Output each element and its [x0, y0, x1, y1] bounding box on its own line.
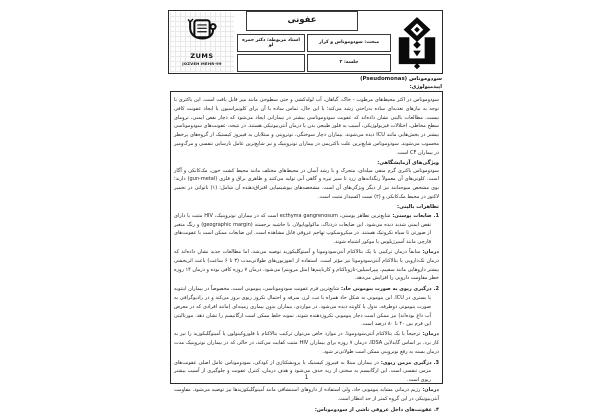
logo-text-jozveh: JOZVEH MEHR-99	[182, 61, 222, 66]
professor-cell: استاد مربوطه: دکتر حمزه لو	[237, 34, 305, 52]
paragraph-lab: سودوموناس باکتری گرم منفی میله‌ای، متحرک و با رشد آسان در محیط‌های مختلف مانند محیط کشت خون، مک‌کانکی و آگار است. کلونی‌های آن معمولاً رنگدانه‌های زرد تا سبز تیره و گاهی آبی تولید می‌کنند و ظاهری براق و فلزی (gun-metal) دارند؛ بوی مشخص میوه‌مانند نیز از دیگر ویژگی‌های آن است. مشخصه‌های بیوشیمیایی افتراق‌دهنده آن شامل: (۱) ناتوانی در تخمیر لاکتوز در محیط مک‌کانکی و (۲) تست اکسیداز مثبت است.	[174, 167, 439, 202]
logo-cell	[170, 12, 234, 72]
item-lead: درگیری ریوی به صورت پنومونی حاد:	[341, 286, 432, 292]
empty-cell	[237, 54, 305, 72]
item-number: ۴.	[434, 407, 439, 413]
item-number: 1.	[434, 213, 439, 219]
stethoscope-clipboard-icon	[183, 19, 221, 51]
topic-cell: مبحث: سودوموناس و کزاز	[307, 34, 391, 52]
session-cell: جلسه: ۲	[307, 54, 391, 72]
logo-text-zums: ZUMS	[190, 52, 213, 60]
clinical-item-2	[174, 285, 439, 329]
page-title: سودوموناس (Pseudomonas)	[172, 76, 442, 82]
section-heading-clinical: تظاهرات بالینی:	[174, 204, 439, 210]
treatment-text: ترجیحاً با یک بتالاکتام آنتی‌سودومونا. در موارد خاص می‌توان ترکیب بتالاکتام با فلوروکینولون یا آمینوگلیکوزید را نیز به کار برد. بر اساس گایدلاین IDSA، درمان ۷ روزه برای بیماران HIV مثبت کفایت می‌کند، در حالی که در بیماران نوتروپنیک مدت درمان بسته به رفع نوتروپنی ممکن است طولانی‌تر شود.	[174, 331, 439, 355]
item-number: 3.	[434, 360, 439, 366]
paragraph-epidemiology: سودوموناس در اکثر محیط‌های مرطوب - خاک، گیاهان، آب لوله‌کشی و حتی سطوحی مانند میز قابل یافت است. این باکتری با توجه به نیازهای تغذیه‌ای ساده به‌راحتی رشد می‌کند؛ با این حال، تماس ساده با آن برای کلونیزاسیون یا ایجاد عفونت کافی نیست. مطالعات بالینی نشان داده‌اند که عفونت سودوموناسی بیشتر در بیمارانی ایجاد می‌شود که دچار نقص ایمنی، ترومای سطح مخاطی، اختلالات فیزیولوژیکی، آسیب به فلور طبیعی بدن یا درمان آنتی‌بیوتیکی هستند. در نتیجه، عفونت‌های سودوموناسی بیشتر در بخش‌هایی مانند ICU دیده می‌شوند. بیماران دچار سوختگی، نوتروپنی و مبتلایان به فیبروز کیستیک از گروه‌های پرخطر محسوب می‌شوند. سودوموناس شایع‌ترین علت باکتریمی در بیماران نوتروپنیک و نیز شایع‌ترین عامل نارسایی تنفسی و مرگ‌ومیر در بیماران CF است.	[174, 96, 439, 158]
item-text: شایع‌ترین تظاهر پوستی، ecthyma gangrenosum است که در بیماران نوتروپنیک، HIV مثبت یا دارای نقص ایمنی شدید دیده می‌شود. این ضایعات دردناک، ماکولوپاپولار، با حاشیه برجسته (geographic margin) و رنگ متغیر از صورتی تا سیاه نکروتیک هستند. در میکروسکوپ تهاجم عروقی قابل مشاهده است. این ضایعات ممکن است با عفونت‌های قارچی مانند آسپرژیلوس یا موکور اشتباه شوند.	[174, 213, 431, 245]
page-number: 1	[171, 374, 442, 381]
handout-page	[165, 6, 445, 396]
body-text-box	[170, 91, 443, 384]
item-lead: عفونت‌های داخل عروقی ناشی از سودوموناس:	[315, 407, 432, 413]
section-heading-epidemiology: اپیدمیولوژی:	[172, 84, 442, 90]
treatment-lead: درمان:	[422, 387, 439, 393]
clinical-item-4	[174, 406, 439, 414]
item-text: شایع‌ترین فرم عفونت سودوموناسی، پنومونی است، مخصوصاً در بیماران اینتوبه یا بستری در ICU. این پنومونی به شکل حاد همراه با تب، لرز، سرفه و احتمال نکروز ریوی بروز می‌کند و در رادیوگرافی به صورت پنومونی دوطرفه، ندول یا کاویته دیده می‌شود. در مواردی، بیماران بدون بیماری زمینه‌ای (مانند افرادی که در معرض آب داغ بوده‌اند) نیز ممکن است دچار پنومونی نکروزدهنده شوند. نمونه خلط ممکن است ارگانیسم را نشان دهد. مورتالیتی این فرم بین ۴۰ تا ۸۰ درصد است.	[174, 286, 431, 327]
item-lead: درگیری مزمن ریوی:	[381, 360, 432, 366]
clinical-item-1	[174, 212, 439, 247]
item-lead: ضایعات پوستی:	[392, 213, 431, 219]
treatment-text: رژیم درمانی مشابه پنومونی حاد، ولی استفاده از داروهای استنشاقی مانند آمینوگلیکوزیدها نیز توصیه می‌شود. مقاومت آنتی‌بیوتیکی در این گروه کمتر از حد انتظار است.	[174, 387, 439, 402]
treatment-paragraph-3	[174, 386, 439, 404]
treatment-text: سابقاً درمان ترکیبی با یک بتالاکتام آنتی‌سودومونا و آمینوگلیکوزید توصیه می‌شد، اما مطالعات جدید نشان داده‌اند که درمان تک‌دارویی با بتالاکتام آنتی‌سودومونا نیز مؤثر است. استفاده از انفوزیون‌های طولانی‌مدت (۳ تا ۶ ساعت) باعث اثربخشی بیشتر داروهایی مانند سفپیم، پیپراسیلین-تازوباکتام و کارباپنم‌ها (مثل مروپنم) می‌شود. درمان ۷ روزه کافی بوده و درمان ۱۴ روزه خطر مقاومت دارویی را افزایش می‌دهد.	[174, 249, 439, 281]
treatment-paragraph-2	[174, 330, 439, 356]
header-table	[168, 10, 443, 74]
treatment-lead: درمان:	[422, 331, 439, 337]
item-text: در بیماران مبتلا به فیبروز کیستیک یا برونشکتازی از کودکی، سودوموناس عامل اصلی عفونت‌های مزمن تنفسی است. این ارگانیسم به سختی از ریه حذف می‌شود و هدف درمان، کنترل عفونت و جلوگیری از آسیب بیشتر ریوی است.	[174, 360, 431, 384]
section-heading-lab: ویژگی‌های آزمایشگاهی:	[174, 160, 439, 166]
university-emblem-icon	[393, 14, 441, 72]
treatment-paragraph-1	[174, 248, 439, 283]
treatment-lead: درمان:	[422, 249, 439, 255]
item-number: 2.	[434, 286, 439, 292]
course-title: عفونی	[246, 11, 358, 31]
